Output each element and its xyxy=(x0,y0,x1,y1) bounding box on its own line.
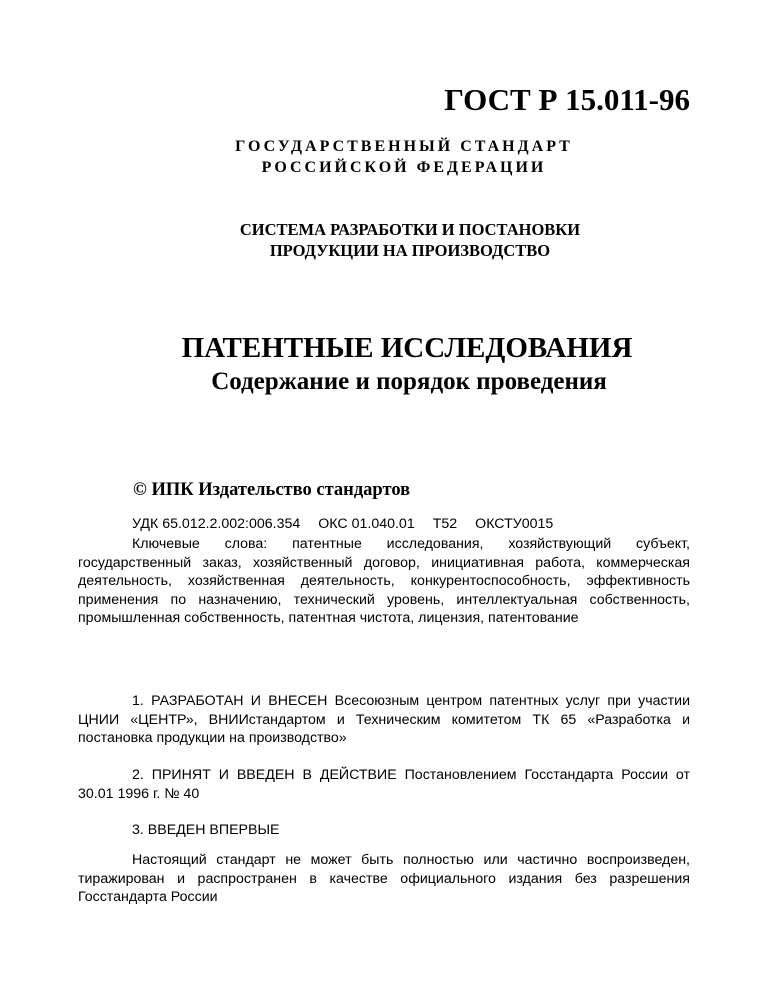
document-title-main: ПАТЕНТНЫЕ ИССЛЕДОВАНИЯ xyxy=(181,332,633,364)
udk-code: УДК 65.012.2.002:006.354 xyxy=(132,516,301,532)
okstu-code: ОКСТУ0015 xyxy=(475,516,554,532)
standard-type-line-2: РОССИЙСКОЙ ФЕДЕРАЦИИ xyxy=(261,159,547,176)
gost-number: ГОСТ Р 15.011-96 xyxy=(444,82,690,117)
oks-code: ОКС 01.040.01 xyxy=(318,516,415,532)
document-title xyxy=(0,331,768,399)
keywords-paragraph xyxy=(78,535,690,628)
preface-item-1 xyxy=(78,692,690,748)
preface-item-1-text: 1. РАЗРАБОТАН И ВНЕСЕН Всесоюзным центром патентных услуг при участии ЦНИИ «ЦЕНТР», ВНИИстандартом и Техническим комитетом ТК 65 «Разработка и постановка продукции на производство» xyxy=(78,693,690,747)
system-title-line-1: СИСТЕМА РАЗРАБОТКИ И ПОСТАНОВКИ xyxy=(239,220,581,239)
standard-type-line-1: ГОСУДАРСТВЕННЫЙ СТАНДАРТ xyxy=(235,138,573,155)
preface-item-2-text: 2. ПРИНЯТ И ВВЕДЕН В ДЕЙСТВИЕ Постановлением Госстандарта России от 30.01 1996 г. № 40 xyxy=(78,767,690,802)
t-code: Т52 xyxy=(432,516,458,532)
classification-line xyxy=(78,515,690,534)
preface-item-2 xyxy=(78,766,690,803)
copyright-notice-text: Настоящий стандарт не может быть полностью или частично воспроизведен, тиражирован и распространен в качестве официального издания без разрешения Госстандарта России xyxy=(78,852,690,906)
keywords-text: Ключевые слова: патентные исследования, хозяйствующий субъект, государственный заказ, хозяйственный договор, инициативная работа, коммерческая деятельность, хозяйственная деятельность, конкурентоспособность, эффективность применения по назначению, технический уровень, интеллектуальная собственность, промышленная собственность, патентная чистота, лицензия, патентование xyxy=(78,536,690,627)
preface-item-3 xyxy=(78,821,690,840)
standard-type xyxy=(0,136,768,178)
system-title xyxy=(0,219,768,261)
publisher-copyright: © ИПК Издательство стандартов xyxy=(133,480,411,500)
document-subtitle: Содержание и порядок проведения xyxy=(211,368,607,395)
system-title-line-2: ПРОДУКЦИИ НА ПРОИЗВОДСТВО xyxy=(269,241,551,260)
copyright-notice xyxy=(78,851,690,907)
preface-item-3-text: 3. ВВЕДЕН ВПЕРВЫЕ xyxy=(132,822,280,838)
